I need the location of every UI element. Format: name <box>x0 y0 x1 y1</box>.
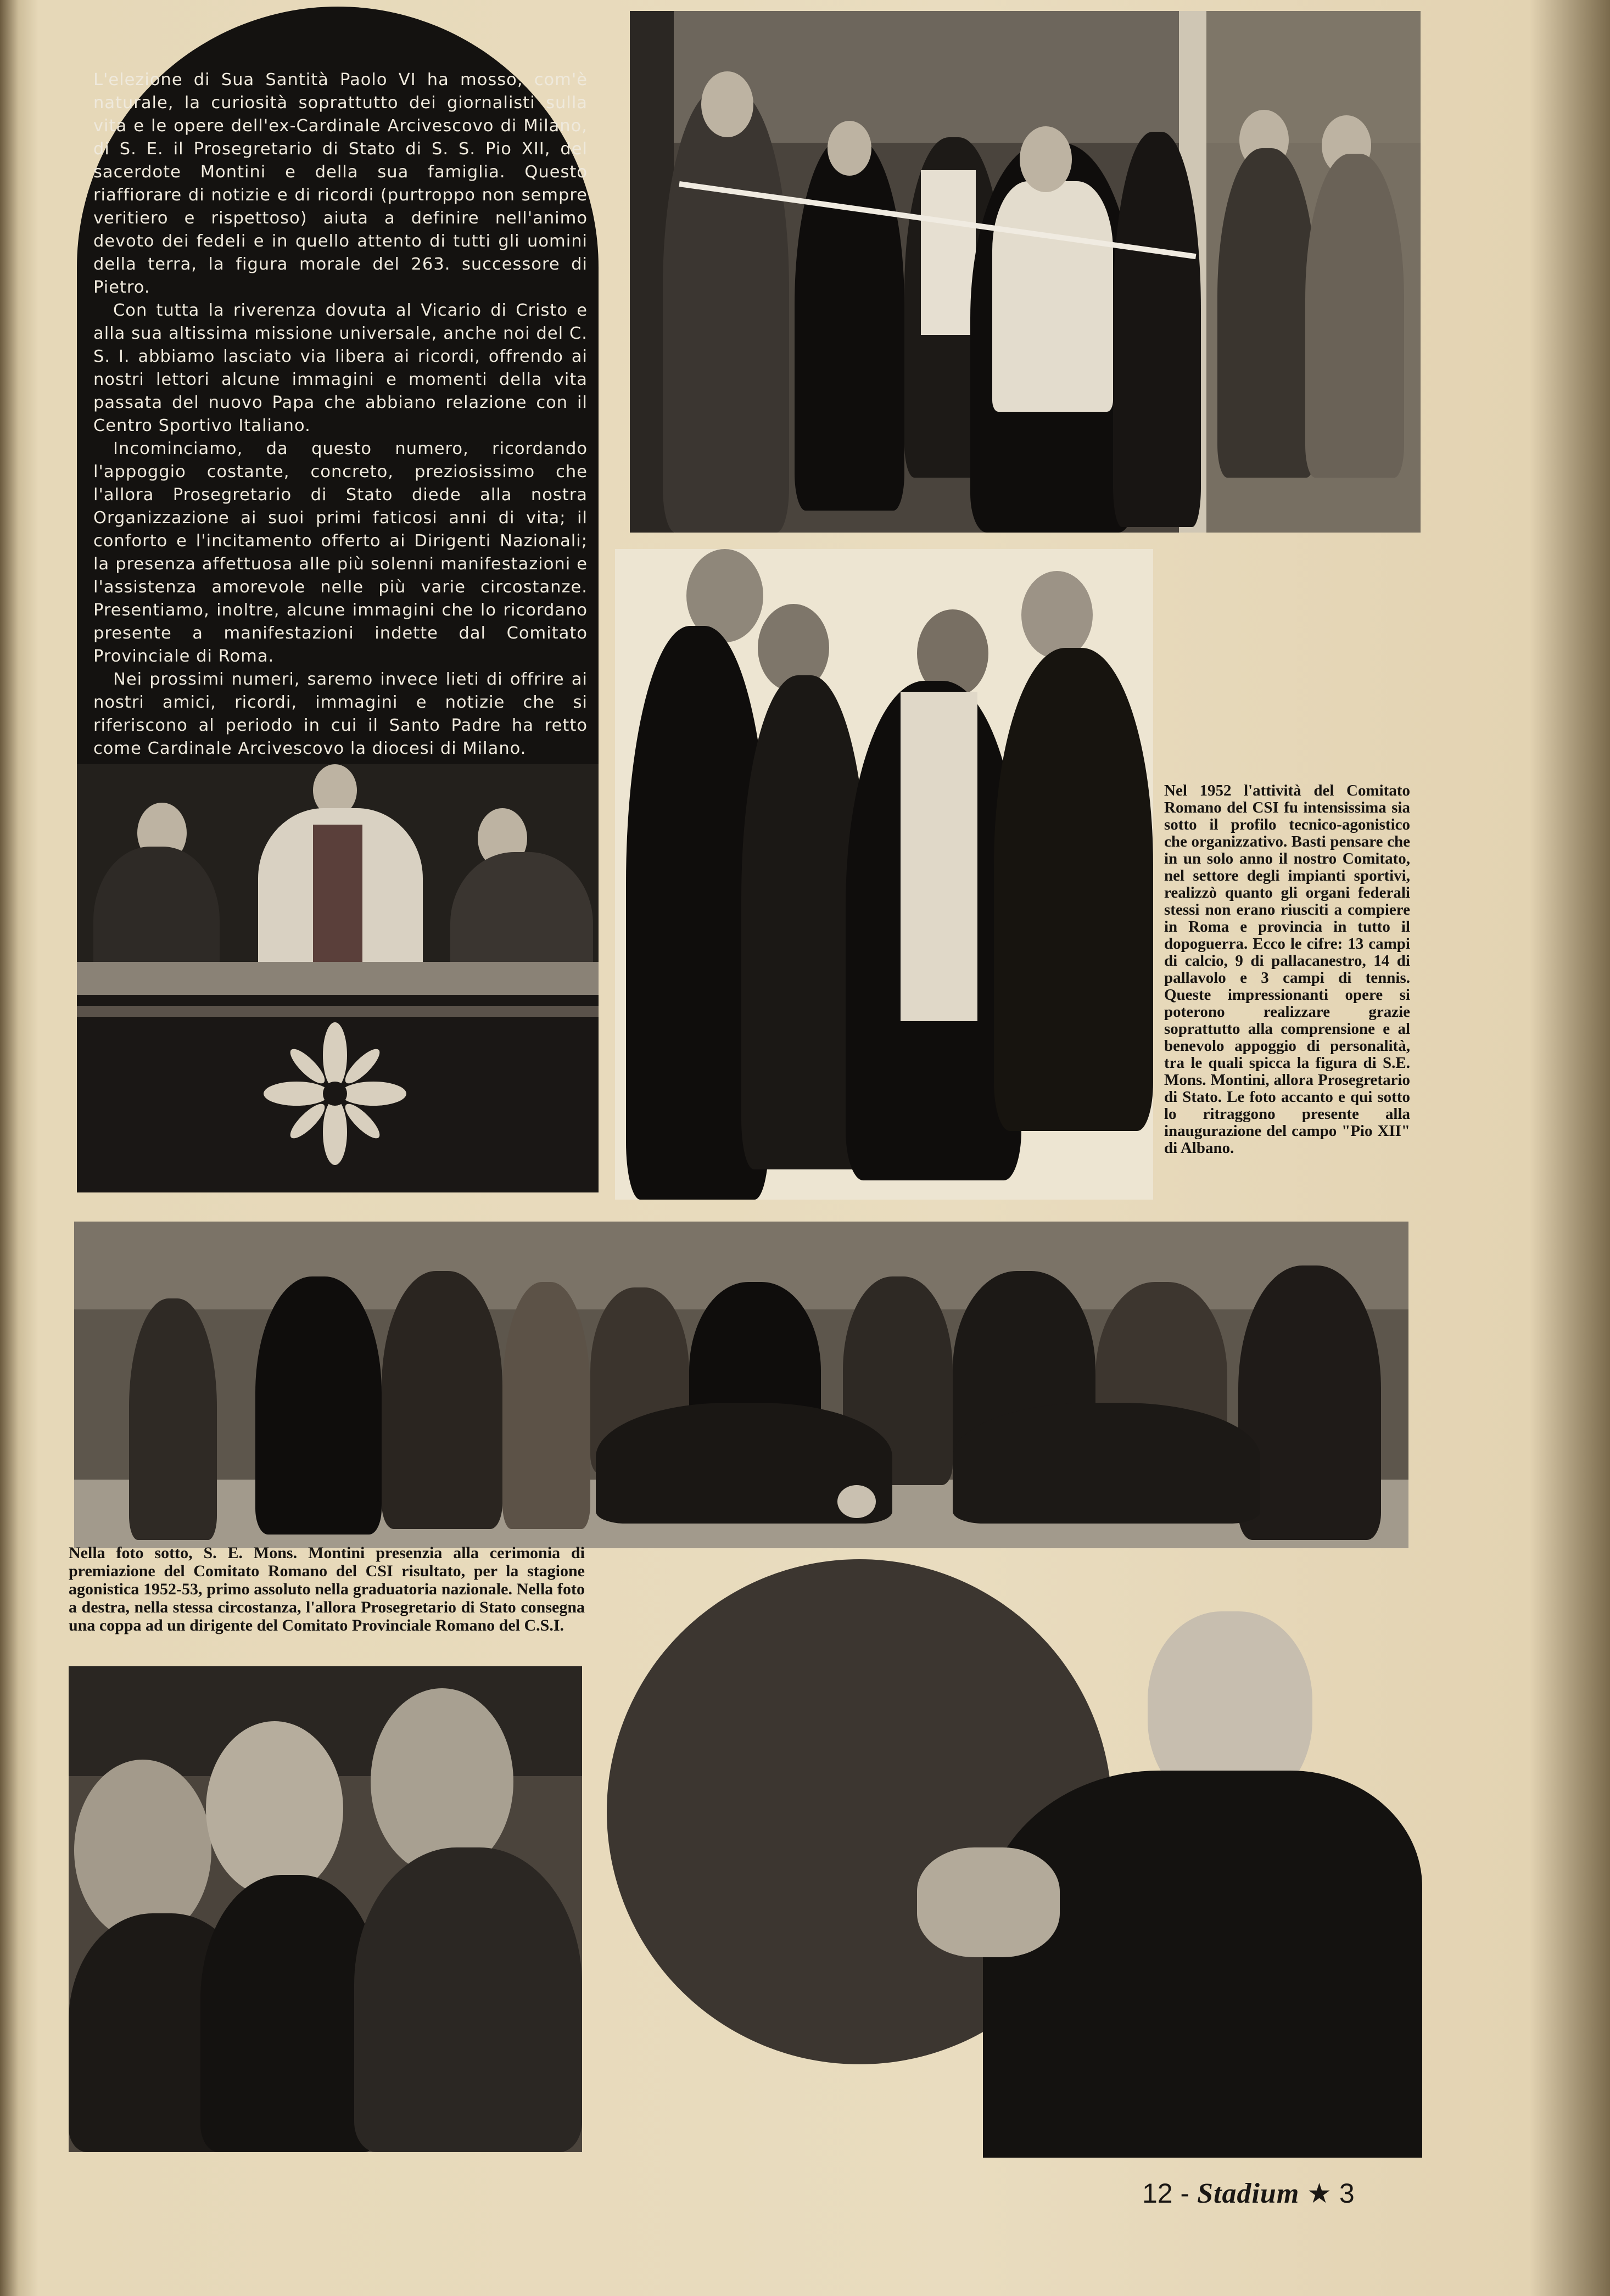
magazine-masthead: Stadium <box>1197 2178 1300 2209</box>
priest-receiving-cup-photo <box>917 1611 1422 2158</box>
blessing-ceremony-photo <box>615 549 1153 1200</box>
impianti-sportivi-caption: Nel 1952 l'attività del Comitato Romano del CSI fu intensissima sia sotto il profilo tecnico-agonistico che organizzativo. Basti pensare che in un solo anno il nostro Comitato, nel settore degli impianti sportivi, realizzò quanto gli organi federali stessi non erano riusciti a compiere in Roma e provincia in tutto il dopoguerra. Ecco le cifre: 13 campi di calcio, 9 di pallacanestro, 14 di pallavolo e 3 campi di tennis. Queste impressionanti opere si poterono realizzare grazie soprattutto alla comprensione e al benevolo appoggio di personalità, tra le quali spicca la figura di S.E. Mons. Montini, allora Prosegretario di Stato. Le foto accanto e qui sotto lo ritraggono presente alla inaugurazione del campo "Pio XII" di Albano. <box>1164 782 1410 1157</box>
page-folio <box>1142 2177 1355 2210</box>
intro-article-text <box>93 69 588 760</box>
intro-paragraph: Con tutta la riverenza dovuta al Vicario di Cristo e alla sua altissima missione universale, anche noi del C. S. I. abbiamo lasciato via libera ai ricordi, offrendo ai nostri lettori alcune immagini e momenti della vita passata del nuovo Papa che abbiano relazione con il Centro Sportivo Italiano. <box>93 301 588 435</box>
premiazione-audience-photo <box>69 1666 582 2152</box>
issue-number: 3 <box>1339 2178 1355 2209</box>
intro-paragraph: Nei prossimi numeri, saremo invece lieti di offrire ai nostri amici, ricordi, immagini e notizie che si riferiscono al periodo in cui il Santo Padre ha retto come Cardinale Arcivescovo la diocesi di Milano. <box>93 670 588 758</box>
intro-paragraph: Incominciamo, da questo numero, ricordando l'appoggio costante, concreto, preziosissimo che l'allora Prosegretario di Stato diede alla nostra Organizzazione ai suoi primi faticosi anni di vita; il conforto e l'incitamento offerto ai Dirigenti Nazionali; la presenza affettuosa alle più solenni manifestazioni e l'assistenza amorevole nelle più varie circostanze. Presentiamo, inoltre, alcune immagini che lo ricordano presente a manifestazioni indette dal Comitato Provinciale di Roma. <box>93 439 588 666</box>
star-icon: ★ <box>1307 2178 1332 2209</box>
page-number: 12 - <box>1142 2178 1190 2209</box>
premiazione-caption: Nella foto sotto, S. E. Mons. Montini presenzia alla cerimonia di premiazione del Comitato Romano del CSI risultato, per la stagione agonistica 1952-53, primo assoluto nella graduatoria nazionale. Nella foto a destra, nella stessa circostanza, l'allora Prosegretario di Stato consegna una coppa ad un dirigente del Comitato Provinciale Romano del C.S.I. <box>69 1544 585 1634</box>
intro-paragraph: L'elezione di Sua Santità Paolo VI ha mosso, com'è naturale, la curiosità soprattutto dei giornalisti sulla vita e le opere dell'ex-Cardinale Arcivescovo di Milano, di S. E. il Prosegretario di Stato di S. S. Pio XII, del sacerdote Montini e della sua famiglia. Questo riaffiorare di notizie e di ricordi (purtroppo non sempre veritiero e rispettoso) aiuta a definire nell'animo devoto dei fedeli e in quello attento di tutti gli uomini della terra, la figura morale del 263. successore di Pietro. <box>93 70 588 297</box>
pope-balcony-photo <box>77 764 599 1192</box>
team-group-photo <box>74 1222 1408 1548</box>
ribbon-cutting-photo <box>630 11 1421 533</box>
papal-emblem-icon <box>264 1022 406 1165</box>
